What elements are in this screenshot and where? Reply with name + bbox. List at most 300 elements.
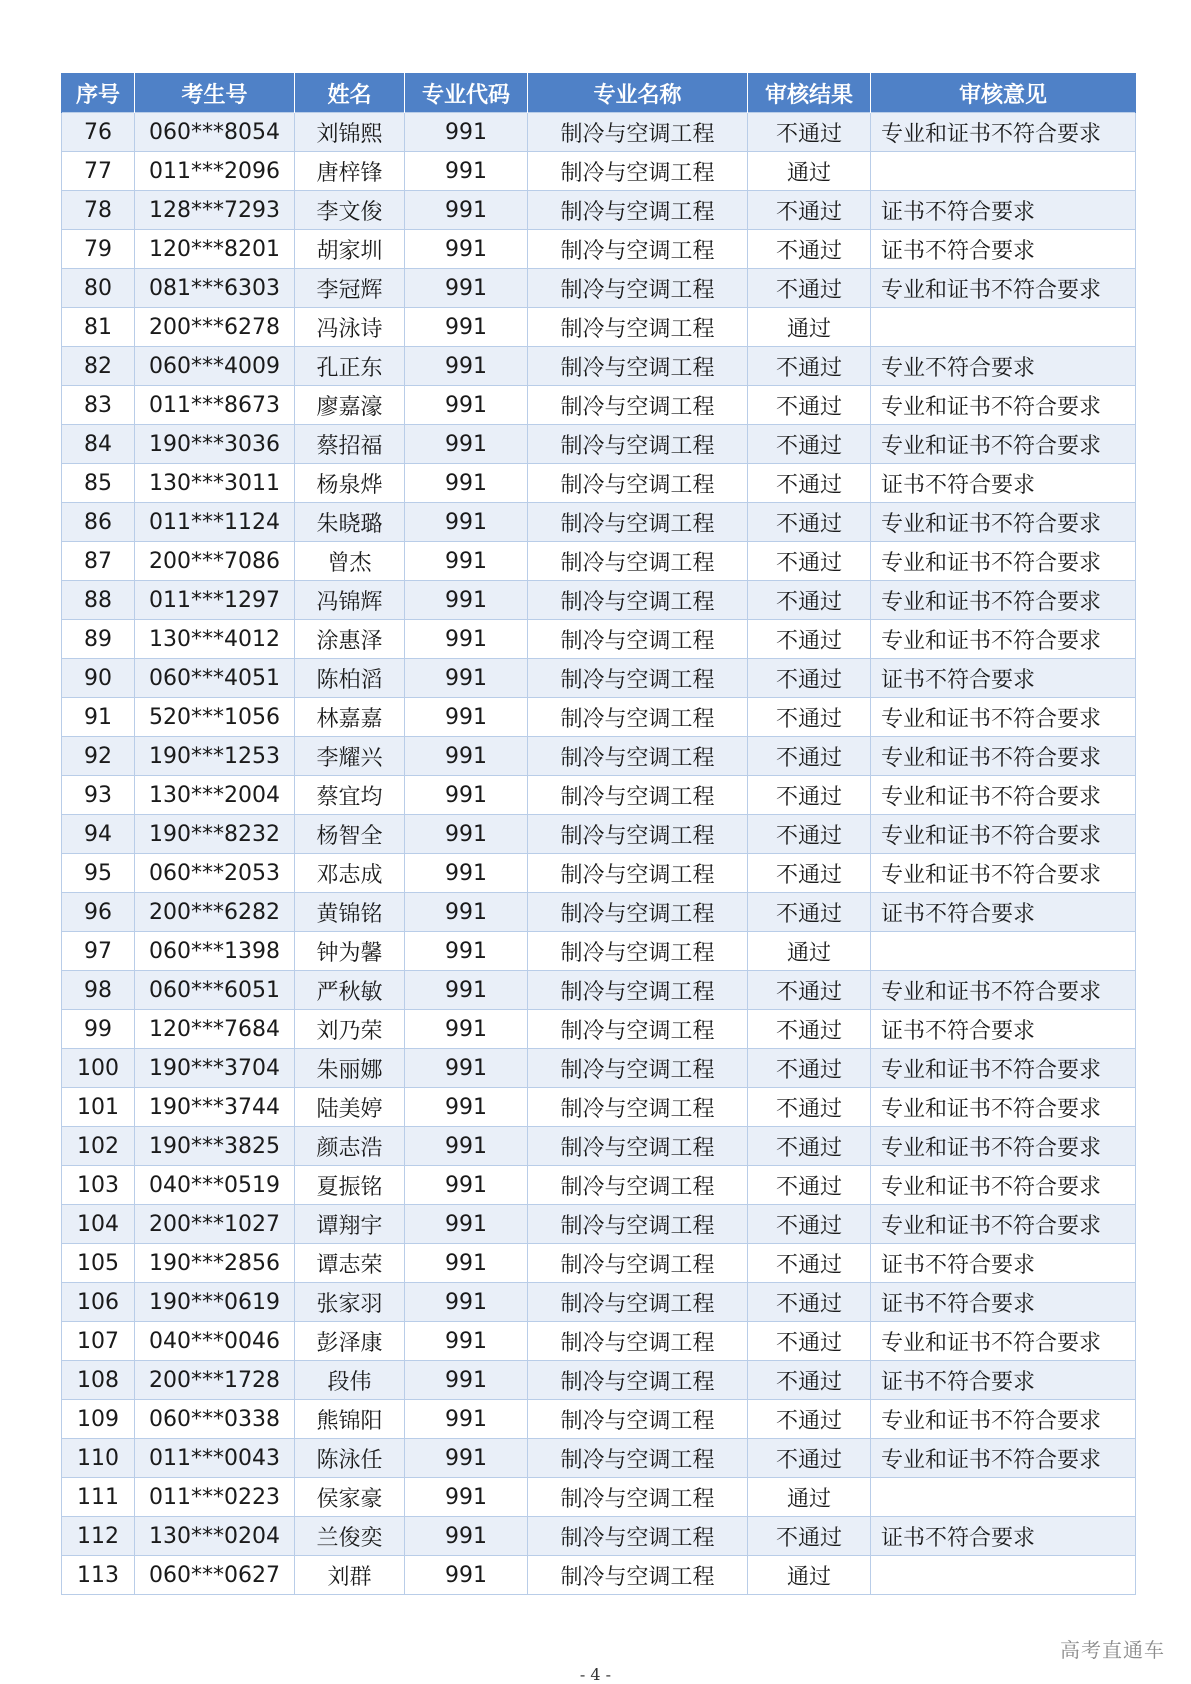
cell-serial: 85 (62, 464, 135, 503)
cell-exam-number: 190***3036 (135, 425, 295, 464)
cell-serial: 100 (62, 1049, 135, 1088)
cell-review-result: 通过 (748, 1478, 871, 1517)
cell-exam-number: 081***6303 (135, 269, 295, 308)
cell-review-opinion: 证书不符合要求 (871, 1361, 1136, 1400)
table-row (62, 1244, 1136, 1283)
cell-review-opinion: 证书不符合要求 (871, 659, 1136, 698)
cell-major-code: 991 (405, 1127, 528, 1166)
cell-serial: 78 (62, 191, 135, 230)
table-row (62, 1361, 1136, 1400)
cell-review-result: 不通过 (748, 854, 871, 893)
watermark-text: 高考直通车 (1060, 1638, 1165, 1662)
table-row (62, 1322, 1136, 1361)
cell-major-code: 991 (405, 581, 528, 620)
cell-review-opinion: 专业和证书不符合要求 (871, 1166, 1136, 1205)
table-row (62, 971, 1136, 1010)
cell-review-opinion: 证书不符合要求 (871, 893, 1136, 932)
cell-name: 陈柏滔 (295, 659, 405, 698)
cell-review-result: 通过 (748, 308, 871, 347)
cell-exam-number: 060***0338 (135, 1400, 295, 1439)
table-row (62, 659, 1136, 698)
cell-review-result: 不通过 (748, 269, 871, 308)
cell-name: 孔正东 (295, 347, 405, 386)
cell-major-name: 制冷与空调工程 (528, 113, 748, 152)
cell-major-name: 制冷与空调工程 (528, 191, 748, 230)
cell-major-name: 制冷与空调工程 (528, 620, 748, 659)
cell-exam-number: 011***1297 (135, 581, 295, 620)
cell-name: 刘锦熙 (295, 113, 405, 152)
cell-exam-number: 060***6051 (135, 971, 295, 1010)
cell-name: 张家羽 (295, 1283, 405, 1322)
cell-major-name: 制冷与空调工程 (528, 1439, 748, 1478)
page-number: - 4 - (579, 1665, 612, 1684)
cell-review-opinion: 专业和证书不符合要求 (871, 581, 1136, 620)
cell-review-result: 不通过 (748, 1127, 871, 1166)
cell-review-opinion: 专业和证书不符合要求 (871, 776, 1136, 815)
cell-review-opinion: 专业和证书不符合要求 (871, 1205, 1136, 1244)
cell-exam-number: 130***3011 (135, 464, 295, 503)
cell-name: 段伟 (295, 1361, 405, 1400)
cell-major-code: 991 (405, 1439, 528, 1478)
cell-serial: 96 (62, 893, 135, 932)
cell-major-code: 991 (405, 191, 528, 230)
table-row (62, 386, 1136, 425)
cell-serial: 107 (62, 1322, 135, 1361)
cell-name: 蔡招福 (295, 425, 405, 464)
table-row (62, 113, 1136, 152)
cell-major-code: 991 (405, 659, 528, 698)
cell-review-opinion: 证书不符合要求 (871, 1517, 1136, 1556)
cell-review-opinion: 专业和证书不符合要求 (871, 113, 1136, 152)
cell-review-opinion: 专业和证书不符合要求 (871, 503, 1136, 542)
cell-major-code: 991 (405, 1478, 528, 1517)
cell-name: 谭翔宇 (295, 1205, 405, 1244)
cell-major-code: 991 (405, 776, 528, 815)
cell-review-result: 不通过 (748, 698, 871, 737)
cell-serial: 101 (62, 1088, 135, 1127)
cell-serial: 89 (62, 620, 135, 659)
cell-review-opinion: 专业和证书不符合要求 (871, 620, 1136, 659)
cell-major-name: 制冷与空调工程 (528, 1010, 748, 1049)
cell-name: 彭泽康 (295, 1322, 405, 1361)
admission-review-table (61, 73, 1135, 1595)
cell-major-code: 991 (405, 230, 528, 269)
cell-name: 唐梓锋 (295, 152, 405, 191)
cell-exam-number: 060***0627 (135, 1556, 295, 1595)
cell-name: 夏振铭 (295, 1166, 405, 1205)
table-row (62, 542, 1136, 581)
cell-review-opinion: 专业和证书不符合要求 (871, 269, 1136, 308)
cell-review-opinion: 专业和证书不符合要求 (871, 1127, 1136, 1166)
cell-name: 林嘉嘉 (295, 698, 405, 737)
cell-review-opinion: 专业和证书不符合要求 (871, 1088, 1136, 1127)
table-row (62, 1556, 1136, 1595)
cell-review-opinion (871, 152, 1136, 191)
cell-review-result: 不通过 (748, 1283, 871, 1322)
cell-major-code: 991 (405, 1010, 528, 1049)
cell-major-code: 991 (405, 620, 528, 659)
cell-name: 颜志浩 (295, 1127, 405, 1166)
cell-major-name: 制冷与空调工程 (528, 776, 748, 815)
cell-major-name: 制冷与空调工程 (528, 932, 748, 971)
cell-major-code: 991 (405, 1088, 528, 1127)
cell-major-name: 制冷与空调工程 (528, 1166, 748, 1205)
cell-name: 刘群 (295, 1556, 405, 1595)
cell-major-name: 制冷与空调工程 (528, 1088, 748, 1127)
cell-exam-number: 130***4012 (135, 620, 295, 659)
cell-major-code: 991 (405, 698, 528, 737)
cell-major-code: 991 (405, 425, 528, 464)
cell-major-code: 991 (405, 152, 528, 191)
cell-exam-number: 200***1027 (135, 1205, 295, 1244)
table-row (62, 1439, 1136, 1478)
cell-serial: 95 (62, 854, 135, 893)
cell-major-name: 制冷与空调工程 (528, 1244, 748, 1283)
cell-review-opinion (871, 932, 1136, 971)
cell-review-result: 不通过 (748, 191, 871, 230)
cell-review-result: 不通过 (748, 425, 871, 464)
cell-review-opinion: 专业和证书不符合要求 (871, 1049, 1136, 1088)
cell-review-result: 不通过 (748, 737, 871, 776)
cell-serial: 83 (62, 386, 135, 425)
cell-name: 李冠辉 (295, 269, 405, 308)
cell-exam-number: 060***4051 (135, 659, 295, 698)
cell-exam-number: 190***2856 (135, 1244, 295, 1283)
cell-exam-number: 130***2004 (135, 776, 295, 815)
cell-name: 钟为馨 (295, 932, 405, 971)
cell-major-code: 991 (405, 464, 528, 503)
cell-name: 涂惠泽 (295, 620, 405, 659)
cell-name: 邓志成 (295, 854, 405, 893)
cell-exam-number: 190***3704 (135, 1049, 295, 1088)
table-row (62, 1010, 1136, 1049)
cell-serial: 109 (62, 1400, 135, 1439)
cell-serial: 106 (62, 1283, 135, 1322)
table-row (62, 152, 1136, 191)
cell-review-opinion: 专业和证书不符合要求 (871, 386, 1136, 425)
cell-exam-number: 190***8232 (135, 815, 295, 854)
cell-major-code: 991 (405, 1517, 528, 1556)
cell-exam-number: 011***2096 (135, 152, 295, 191)
cell-review-result: 不通过 (748, 464, 871, 503)
cell-serial: 102 (62, 1127, 135, 1166)
cell-major-name: 制冷与空调工程 (528, 1400, 748, 1439)
cell-major-code: 991 (405, 1556, 528, 1595)
cell-name: 兰俊奕 (295, 1517, 405, 1556)
cell-major-name: 制冷与空调工程 (528, 1049, 748, 1088)
cell-major-name: 制冷与空调工程 (528, 854, 748, 893)
cell-serial: 99 (62, 1010, 135, 1049)
cell-name: 侯家豪 (295, 1478, 405, 1517)
cell-review-opinion: 专业和证书不符合要求 (871, 854, 1136, 893)
table-row (62, 1283, 1136, 1322)
table-row (62, 581, 1136, 620)
cell-exam-number: 060***2053 (135, 854, 295, 893)
cell-review-opinion: 证书不符合要求 (871, 1010, 1136, 1049)
table-row (62, 893, 1136, 932)
table-row (62, 815, 1136, 854)
cell-exam-number: 060***8054 (135, 113, 295, 152)
cell-major-name: 制冷与空调工程 (528, 893, 748, 932)
cell-major-name: 制冷与空调工程 (528, 308, 748, 347)
cell-major-name: 制冷与空调工程 (528, 230, 748, 269)
cell-name: 黄锦铭 (295, 893, 405, 932)
cell-review-result: 不通过 (748, 230, 871, 269)
cell-serial: 88 (62, 581, 135, 620)
table-row (62, 1205, 1136, 1244)
cell-major-name: 制冷与空调工程 (528, 1478, 748, 1517)
table-row (62, 464, 1136, 503)
cell-review-result: 不通过 (748, 1049, 871, 1088)
table-body (62, 113, 1136, 1595)
header-exam-number: 考生号 (135, 74, 295, 113)
cell-review-result: 不通过 (748, 503, 871, 542)
cell-major-code: 991 (405, 308, 528, 347)
cell-name: 蔡宜均 (295, 776, 405, 815)
cell-major-name: 制冷与空调工程 (528, 1361, 748, 1400)
cell-name: 廖嘉濠 (295, 386, 405, 425)
cell-review-opinion: 证书不符合要求 (871, 1244, 1136, 1283)
cell-review-opinion: 证书不符合要求 (871, 1283, 1136, 1322)
cell-major-code: 991 (405, 542, 528, 581)
cell-review-result: 不通过 (748, 815, 871, 854)
cell-major-name: 制冷与空调工程 (528, 698, 748, 737)
cell-exam-number: 128***7293 (135, 191, 295, 230)
cell-major-name: 制冷与空调工程 (528, 152, 748, 191)
cell-exam-number: 011***0043 (135, 1439, 295, 1478)
cell-exam-number: 200***6282 (135, 893, 295, 932)
cell-review-opinion: 专业和证书不符合要求 (871, 737, 1136, 776)
cell-review-result: 通过 (748, 1556, 871, 1595)
cell-major-code: 991 (405, 932, 528, 971)
cell-review-result: 不通过 (748, 971, 871, 1010)
table-row (62, 269, 1136, 308)
table-row (62, 776, 1136, 815)
cell-review-opinion: 专业和证书不符合要求 (871, 425, 1136, 464)
cell-serial: 82 (62, 347, 135, 386)
cell-serial: 103 (62, 1166, 135, 1205)
cell-major-code: 991 (405, 815, 528, 854)
cell-exam-number: 011***8673 (135, 386, 295, 425)
cell-name: 李耀兴 (295, 737, 405, 776)
cell-name: 陈泳任 (295, 1439, 405, 1478)
cell-major-name: 制冷与空调工程 (528, 1283, 748, 1322)
cell-review-result: 不通过 (748, 113, 871, 152)
table-row (62, 1127, 1136, 1166)
cell-major-name: 制冷与空调工程 (528, 269, 748, 308)
cell-review-result: 不通过 (748, 893, 871, 932)
table-row (62, 1049, 1136, 1088)
table-row (62, 308, 1136, 347)
cell-serial: 93 (62, 776, 135, 815)
cell-serial: 104 (62, 1205, 135, 1244)
cell-major-code: 991 (405, 737, 528, 776)
cell-serial: 84 (62, 425, 135, 464)
cell-review-opinion: 专业和证书不符合要求 (871, 698, 1136, 737)
cell-name: 李文俊 (295, 191, 405, 230)
cell-major-name: 制冷与空调工程 (528, 1127, 748, 1166)
cell-major-code: 991 (405, 854, 528, 893)
cell-exam-number: 190***0619 (135, 1283, 295, 1322)
cell-major-name: 制冷与空调工程 (528, 659, 748, 698)
cell-serial: 81 (62, 308, 135, 347)
cell-major-code: 991 (405, 1322, 528, 1361)
table-header-row (62, 74, 1136, 113)
cell-exam-number: 190***3825 (135, 1127, 295, 1166)
cell-review-result: 不通过 (748, 1400, 871, 1439)
header-major-name: 专业名称 (528, 74, 748, 113)
cell-review-result: 不通过 (748, 659, 871, 698)
cell-exam-number: 060***4009 (135, 347, 295, 386)
cell-major-code: 991 (405, 503, 528, 542)
cell-review-opinion: 专业和证书不符合要求 (871, 1322, 1136, 1361)
cell-major-name: 制冷与空调工程 (528, 347, 748, 386)
cell-exam-number: 200***1728 (135, 1361, 295, 1400)
cell-review-opinion: 专业和证书不符合要求 (871, 1400, 1136, 1439)
table-row (62, 854, 1136, 893)
cell-serial: 113 (62, 1556, 135, 1595)
cell-major-code: 991 (405, 1166, 528, 1205)
cell-serial: 91 (62, 698, 135, 737)
cell-review-result: 不通过 (748, 1244, 871, 1283)
cell-serial: 112 (62, 1517, 135, 1556)
cell-exam-number: 130***0204 (135, 1517, 295, 1556)
cell-serial: 76 (62, 113, 135, 152)
cell-review-opinion (871, 1556, 1136, 1595)
cell-name: 陆美婷 (295, 1088, 405, 1127)
cell-serial: 108 (62, 1361, 135, 1400)
cell-review-result: 通过 (748, 152, 871, 191)
header-major-code: 专业代码 (405, 74, 528, 113)
cell-name: 曾杰 (295, 542, 405, 581)
table-row (62, 1088, 1136, 1127)
cell-serial: 90 (62, 659, 135, 698)
table-row (62, 503, 1136, 542)
cell-review-opinion: 专业和证书不符合要求 (871, 815, 1136, 854)
cell-exam-number: 190***1253 (135, 737, 295, 776)
cell-review-result: 不通过 (748, 1088, 871, 1127)
cell-review-result: 不通过 (748, 386, 871, 425)
cell-exam-number: 120***7684 (135, 1010, 295, 1049)
cell-serial: 111 (62, 1478, 135, 1517)
cell-serial: 110 (62, 1439, 135, 1478)
cell-review-opinion: 专业不符合要求 (871, 347, 1136, 386)
review-table (61, 73, 1136, 1595)
cell-review-result: 不通过 (748, 1205, 871, 1244)
table-row (62, 1478, 1136, 1517)
cell-major-name: 制冷与空调工程 (528, 464, 748, 503)
cell-review-result: 不通过 (748, 1517, 871, 1556)
cell-major-code: 991 (405, 1049, 528, 1088)
cell-major-name: 制冷与空调工程 (528, 1322, 748, 1361)
cell-major-code: 991 (405, 1283, 528, 1322)
table-row (62, 425, 1136, 464)
cell-exam-number: 040***0046 (135, 1322, 295, 1361)
cell-major-name: 制冷与空调工程 (528, 1556, 748, 1595)
cell-review-opinion: 专业和证书不符合要求 (871, 1439, 1136, 1478)
cell-name: 冯泳诗 (295, 308, 405, 347)
cell-exam-number: 011***1124 (135, 503, 295, 542)
cell-major-code: 991 (405, 386, 528, 425)
cell-name: 熊锦阳 (295, 1400, 405, 1439)
cell-exam-number: 520***1056 (135, 698, 295, 737)
cell-major-name: 制冷与空调工程 (528, 815, 748, 854)
cell-serial: 77 (62, 152, 135, 191)
cell-serial: 87 (62, 542, 135, 581)
cell-review-result: 不通过 (748, 620, 871, 659)
cell-exam-number: 190***3744 (135, 1088, 295, 1127)
table-row (62, 737, 1136, 776)
table-row (62, 347, 1136, 386)
cell-major-name: 制冷与空调工程 (528, 581, 748, 620)
cell-serial: 98 (62, 971, 135, 1010)
cell-major-code: 991 (405, 971, 528, 1010)
cell-name: 冯锦辉 (295, 581, 405, 620)
cell-name: 杨泉烨 (295, 464, 405, 503)
header-name: 姓名 (295, 74, 405, 113)
cell-review-opinion (871, 1478, 1136, 1517)
cell-review-opinion: 证书不符合要求 (871, 464, 1136, 503)
cell-exam-number: 040***0519 (135, 1166, 295, 1205)
cell-major-code: 991 (405, 893, 528, 932)
cell-review-result: 不通过 (748, 542, 871, 581)
cell-major-code: 991 (405, 269, 528, 308)
cell-major-code: 991 (405, 113, 528, 152)
cell-review-result: 不通过 (748, 1010, 871, 1049)
cell-major-name: 制冷与空调工程 (528, 542, 748, 581)
cell-review-result: 不通过 (748, 581, 871, 620)
cell-review-result: 不通过 (748, 347, 871, 386)
header-serial: 序号 (62, 74, 135, 113)
cell-serial: 94 (62, 815, 135, 854)
cell-review-opinion: 证书不符合要求 (871, 230, 1136, 269)
cell-serial: 92 (62, 737, 135, 776)
header-review-opinion: 审核意见 (871, 74, 1136, 113)
cell-name: 刘乃荣 (295, 1010, 405, 1049)
cell-major-name: 制冷与空调工程 (528, 737, 748, 776)
cell-major-code: 991 (405, 1400, 528, 1439)
cell-major-code: 991 (405, 1205, 528, 1244)
cell-name: 谭志荣 (295, 1244, 405, 1283)
cell-exam-number: 200***7086 (135, 542, 295, 581)
table-row (62, 620, 1136, 659)
cell-major-name: 制冷与空调工程 (528, 971, 748, 1010)
header-review-result: 审核结果 (748, 74, 871, 113)
cell-serial: 80 (62, 269, 135, 308)
cell-review-result: 通过 (748, 932, 871, 971)
cell-major-name: 制冷与空调工程 (528, 503, 748, 542)
cell-serial: 105 (62, 1244, 135, 1283)
cell-name: 胡家圳 (295, 230, 405, 269)
cell-name: 朱晓璐 (295, 503, 405, 542)
table-row (62, 1400, 1136, 1439)
cell-review-result: 不通过 (748, 1439, 871, 1478)
cell-review-result: 不通过 (748, 1322, 871, 1361)
cell-major-code: 991 (405, 347, 528, 386)
table-row (62, 1517, 1136, 1556)
cell-review-opinion (871, 308, 1136, 347)
cell-name: 朱丽娜 (295, 1049, 405, 1088)
table-row (62, 932, 1136, 971)
cell-serial: 97 (62, 932, 135, 971)
cell-exam-number: 060***1398 (135, 932, 295, 971)
cell-serial: 79 (62, 230, 135, 269)
cell-exam-number: 120***8201 (135, 230, 295, 269)
cell-review-opinion: 证书不符合要求 (871, 191, 1136, 230)
cell-review-result: 不通过 (748, 1166, 871, 1205)
table-row (62, 191, 1136, 230)
cell-major-code: 991 (405, 1361, 528, 1400)
